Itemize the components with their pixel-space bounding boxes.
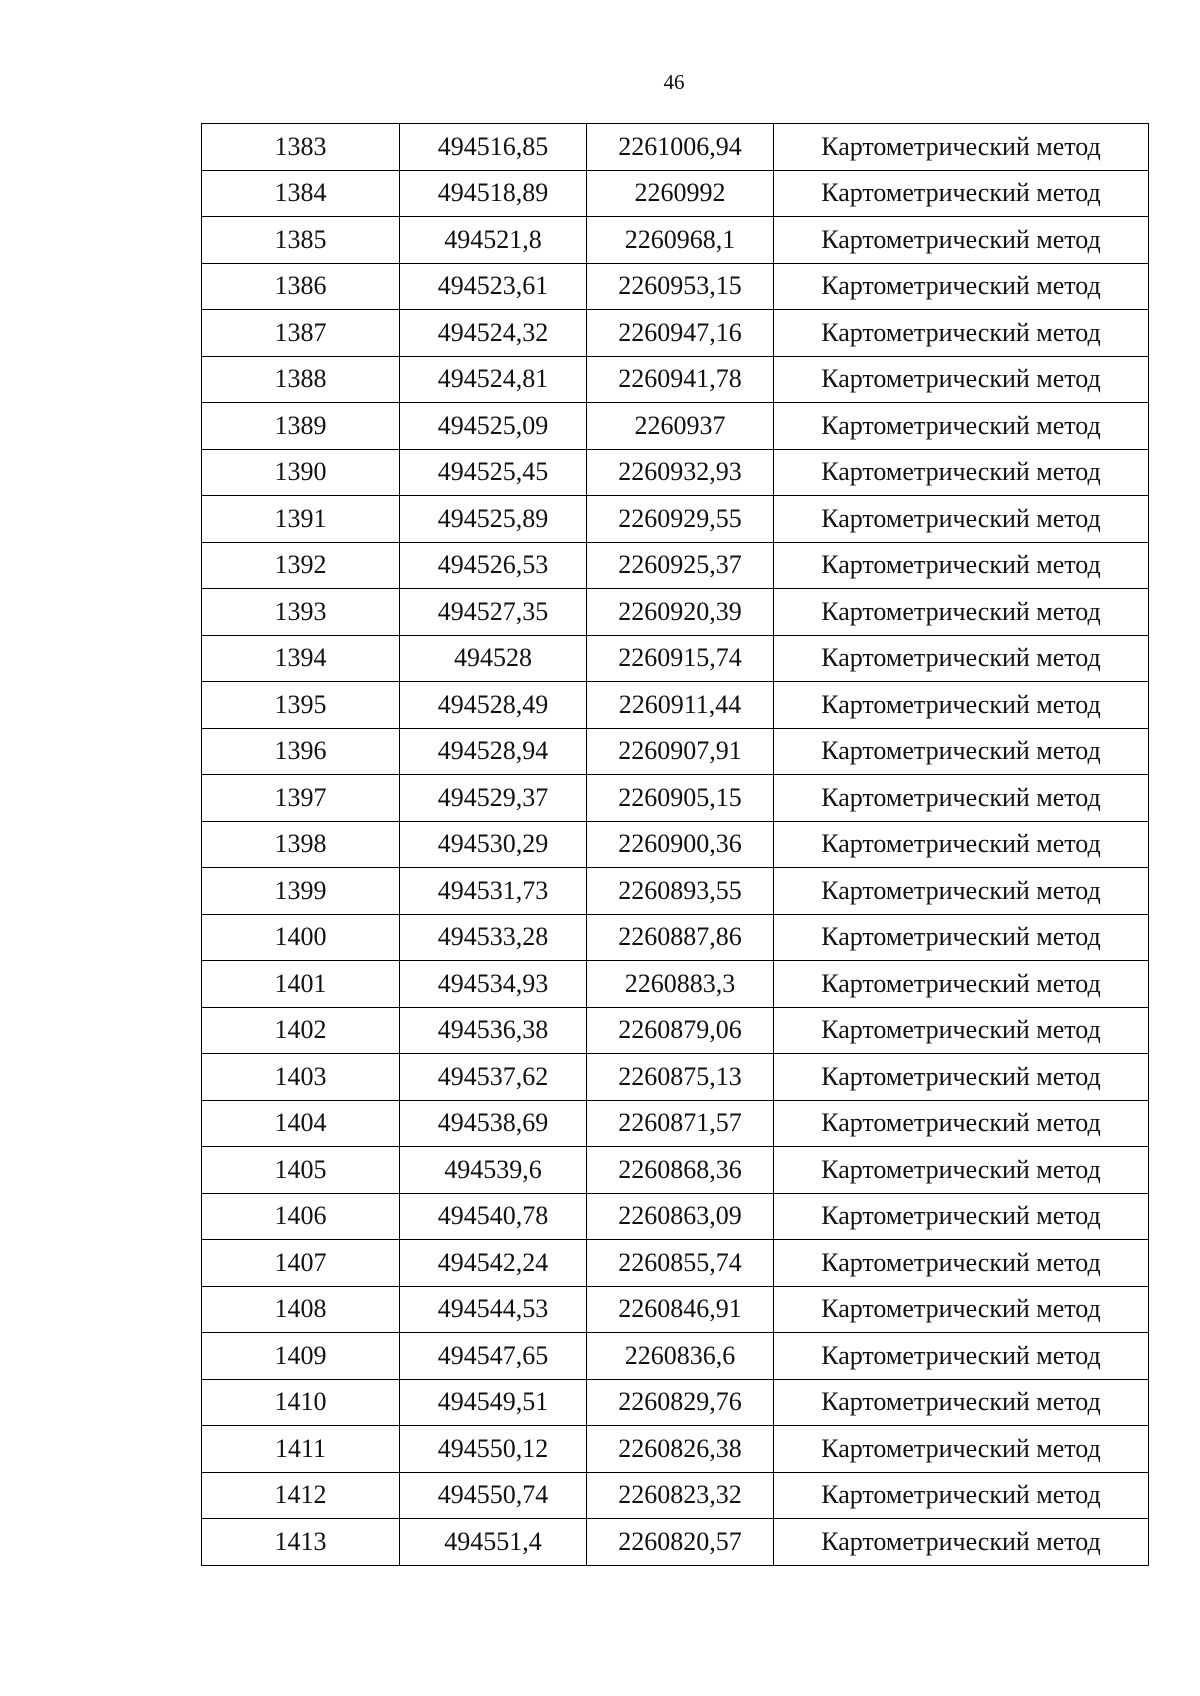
x-coordinate-cell: 494523,61 bbox=[400, 263, 587, 310]
x-coordinate-cell: 494533,28 bbox=[400, 914, 587, 961]
point-number-cell: 1412 bbox=[202, 1472, 400, 1519]
method-cell: Картометрический метод bbox=[774, 1519, 1149, 1566]
method-cell: Картометрический метод bbox=[774, 170, 1149, 217]
point-number-cell: 1397 bbox=[202, 775, 400, 822]
method-cell: Картометрический метод bbox=[774, 1333, 1149, 1380]
x-coordinate-cell: 494528,94 bbox=[400, 728, 587, 775]
y-coordinate-cell: 2260953,15 bbox=[587, 263, 774, 310]
x-coordinate-cell: 494528 bbox=[400, 635, 587, 682]
x-coordinate-cell: 494534,93 bbox=[400, 961, 587, 1008]
x-coordinate-cell: 494540,78 bbox=[400, 1193, 587, 1240]
x-coordinate-cell: 494549,51 bbox=[400, 1379, 587, 1426]
point-number-cell: 1394 bbox=[202, 635, 400, 682]
method-cell: Картометрический метод bbox=[774, 542, 1149, 589]
point-number-cell: 1388 bbox=[202, 356, 400, 403]
method-cell: Картометрический метод bbox=[774, 589, 1149, 636]
table-row bbox=[202, 542, 1149, 589]
y-coordinate-cell: 2260947,16 bbox=[587, 310, 774, 357]
table-row bbox=[202, 403, 1149, 450]
method-cell: Картометрический метод bbox=[774, 1054, 1149, 1101]
x-coordinate-cell: 494530,29 bbox=[400, 821, 587, 868]
table-row bbox=[202, 1333, 1149, 1380]
y-coordinate-cell: 2260900,36 bbox=[587, 821, 774, 868]
point-number-cell: 1398 bbox=[202, 821, 400, 868]
table-row bbox=[202, 728, 1149, 775]
y-coordinate-cell: 2260883,3 bbox=[587, 961, 774, 1008]
x-coordinate-cell: 494516,85 bbox=[400, 124, 587, 171]
point-number-cell: 1404 bbox=[202, 1100, 400, 1147]
x-coordinate-cell: 494528,49 bbox=[400, 682, 587, 729]
method-cell: Картометрический метод bbox=[774, 403, 1149, 450]
method-cell: Картометрический метод bbox=[774, 1100, 1149, 1147]
y-coordinate-cell: 2260829,76 bbox=[587, 1379, 774, 1426]
point-number-cell: 1390 bbox=[202, 449, 400, 496]
point-number-cell: 1405 bbox=[202, 1147, 400, 1194]
method-cell: Картометрический метод bbox=[774, 356, 1149, 403]
table-row bbox=[202, 1379, 1149, 1426]
table-row bbox=[202, 1100, 1149, 1147]
y-coordinate-cell: 2260992 bbox=[587, 170, 774, 217]
x-coordinate-cell: 494525,45 bbox=[400, 449, 587, 496]
point-number-cell: 1408 bbox=[202, 1286, 400, 1333]
table-row bbox=[202, 496, 1149, 543]
y-coordinate-cell: 2260823,32 bbox=[587, 1472, 774, 1519]
x-coordinate-cell: 494524,81 bbox=[400, 356, 587, 403]
point-number-cell: 1393 bbox=[202, 589, 400, 636]
table-row bbox=[202, 1519, 1149, 1566]
table-row bbox=[202, 821, 1149, 868]
y-coordinate-cell: 2260932,93 bbox=[587, 449, 774, 496]
method-cell: Картометрический метод bbox=[774, 1147, 1149, 1194]
y-coordinate-cell: 2260929,55 bbox=[587, 496, 774, 543]
point-number-cell: 1385 bbox=[202, 217, 400, 264]
x-coordinate-cell: 494529,37 bbox=[400, 775, 587, 822]
point-number-cell: 1403 bbox=[202, 1054, 400, 1101]
method-cell: Картометрический метод bbox=[774, 728, 1149, 775]
table-row bbox=[202, 1054, 1149, 1101]
x-coordinate-cell: 494525,89 bbox=[400, 496, 587, 543]
method-cell: Картометрический метод bbox=[774, 1379, 1149, 1426]
table-row bbox=[202, 1193, 1149, 1240]
x-coordinate-cell: 494539,6 bbox=[400, 1147, 587, 1194]
method-cell: Картометрический метод bbox=[774, 1240, 1149, 1287]
y-coordinate-cell: 2260937 bbox=[587, 403, 774, 450]
table-row bbox=[202, 1240, 1149, 1287]
x-coordinate-cell: 494526,53 bbox=[400, 542, 587, 589]
y-coordinate-cell: 2260920,39 bbox=[587, 589, 774, 636]
point-number-cell: 1386 bbox=[202, 263, 400, 310]
method-cell: Картометрический метод bbox=[774, 682, 1149, 729]
x-coordinate-cell: 494542,24 bbox=[400, 1240, 587, 1287]
y-coordinate-cell: 2260968,1 bbox=[587, 217, 774, 264]
point-number-cell: 1409 bbox=[202, 1333, 400, 1380]
table-row bbox=[202, 449, 1149, 496]
y-coordinate-cell: 2260887,86 bbox=[587, 914, 774, 961]
method-cell: Картометрический метод bbox=[774, 1193, 1149, 1240]
point-number-cell: 1389 bbox=[202, 403, 400, 450]
point-number-cell: 1391 bbox=[202, 496, 400, 543]
table-row bbox=[202, 1472, 1149, 1519]
method-cell: Картометрический метод bbox=[774, 449, 1149, 496]
method-cell: Картометрический метод bbox=[774, 961, 1149, 1008]
point-number-cell: 1383 bbox=[202, 124, 400, 171]
point-number-cell: 1410 bbox=[202, 1379, 400, 1426]
point-number-cell: 1413 bbox=[202, 1519, 400, 1566]
table-row bbox=[202, 263, 1149, 310]
table-row bbox=[202, 682, 1149, 729]
point-number-cell: 1407 bbox=[202, 1240, 400, 1287]
table-row bbox=[202, 961, 1149, 1008]
y-coordinate-cell: 2260868,36 bbox=[587, 1147, 774, 1194]
y-coordinate-cell: 2260911,44 bbox=[587, 682, 774, 729]
y-coordinate-cell: 2260826,38 bbox=[587, 1426, 774, 1473]
method-cell: Картометрический метод bbox=[774, 775, 1149, 822]
y-coordinate-cell: 2260941,78 bbox=[587, 356, 774, 403]
x-coordinate-cell: 494544,53 bbox=[400, 1286, 587, 1333]
method-cell: Картометрический метод bbox=[774, 496, 1149, 543]
method-cell: Картометрический метод bbox=[774, 1286, 1149, 1333]
method-cell: Картометрический метод bbox=[774, 310, 1149, 357]
point-number-cell: 1400 bbox=[202, 914, 400, 961]
y-coordinate-cell: 2260871,57 bbox=[587, 1100, 774, 1147]
table-row bbox=[202, 170, 1149, 217]
x-coordinate-cell: 494550,12 bbox=[400, 1426, 587, 1473]
method-cell: Картометрический метод bbox=[774, 1007, 1149, 1054]
point-number-cell: 1399 bbox=[202, 868, 400, 915]
method-cell: Картометрический метод bbox=[774, 635, 1149, 682]
table-row bbox=[202, 310, 1149, 357]
x-coordinate-cell: 494518,89 bbox=[400, 170, 587, 217]
method-cell: Картометрический метод bbox=[774, 263, 1149, 310]
x-coordinate-cell: 494551,4 bbox=[400, 1519, 587, 1566]
point-number-cell: 1387 bbox=[202, 310, 400, 357]
point-number-cell: 1392 bbox=[202, 542, 400, 589]
y-coordinate-cell: 2260836,6 bbox=[587, 1333, 774, 1380]
x-coordinate-cell: 494525,09 bbox=[400, 403, 587, 450]
method-cell: Картометрический метод bbox=[774, 821, 1149, 868]
coordinates-table bbox=[201, 123, 1149, 1566]
method-cell: Картометрический метод bbox=[774, 868, 1149, 915]
y-coordinate-cell: 2260879,06 bbox=[587, 1007, 774, 1054]
table-row bbox=[202, 775, 1149, 822]
y-coordinate-cell: 2260820,57 bbox=[587, 1519, 774, 1566]
x-coordinate-cell: 494537,62 bbox=[400, 1054, 587, 1101]
y-coordinate-cell: 2260907,91 bbox=[587, 728, 774, 775]
method-cell: Картометрический метод bbox=[774, 1472, 1149, 1519]
y-coordinate-cell: 2260905,15 bbox=[587, 775, 774, 822]
y-coordinate-cell: 2260855,74 bbox=[587, 1240, 774, 1287]
page-number: 46 bbox=[663, 70, 685, 94]
point-number-cell: 1396 bbox=[202, 728, 400, 775]
y-coordinate-cell: 2260915,74 bbox=[587, 635, 774, 682]
point-number-cell: 1402 bbox=[202, 1007, 400, 1054]
point-number-cell: 1384 bbox=[202, 170, 400, 217]
y-coordinate-cell: 2260925,37 bbox=[587, 542, 774, 589]
table-row bbox=[202, 1007, 1149, 1054]
point-number-cell: 1401 bbox=[202, 961, 400, 1008]
table-row bbox=[202, 589, 1149, 636]
y-coordinate-cell: 2260846,91 bbox=[587, 1286, 774, 1333]
x-coordinate-cell: 494531,73 bbox=[400, 868, 587, 915]
x-coordinate-cell: 494550,74 bbox=[400, 1472, 587, 1519]
method-cell: Картометрический метод bbox=[774, 914, 1149, 961]
table-row bbox=[202, 635, 1149, 682]
x-coordinate-cell: 494527,35 bbox=[400, 589, 587, 636]
method-cell: Картометрический метод bbox=[774, 124, 1149, 171]
y-coordinate-cell: 2261006,94 bbox=[587, 124, 774, 171]
x-coordinate-cell: 494547,65 bbox=[400, 1333, 587, 1380]
table-row bbox=[202, 1147, 1149, 1194]
table-row bbox=[202, 1286, 1149, 1333]
x-coordinate-cell: 494521,8 bbox=[400, 217, 587, 264]
method-cell: Картометрический метод bbox=[774, 217, 1149, 264]
point-number-cell: 1395 bbox=[202, 682, 400, 729]
x-coordinate-cell: 494538,69 bbox=[400, 1100, 587, 1147]
table-row bbox=[202, 124, 1149, 171]
x-coordinate-cell: 494536,38 bbox=[400, 1007, 587, 1054]
point-number-cell: 1411 bbox=[202, 1426, 400, 1473]
x-coordinate-cell: 494524,32 bbox=[400, 310, 587, 357]
method-cell: Картометрический метод bbox=[774, 1426, 1149, 1473]
y-coordinate-cell: 2260875,13 bbox=[587, 1054, 774, 1101]
table-row bbox=[202, 868, 1149, 915]
table-row bbox=[202, 217, 1149, 264]
table-row bbox=[202, 1426, 1149, 1473]
point-number-cell: 1406 bbox=[202, 1193, 400, 1240]
y-coordinate-cell: 2260893,55 bbox=[587, 868, 774, 915]
table-row bbox=[202, 914, 1149, 961]
y-coordinate-cell: 2260863,09 bbox=[587, 1193, 774, 1240]
table-row bbox=[202, 356, 1149, 403]
coordinates-table-body bbox=[202, 124, 1149, 1566]
